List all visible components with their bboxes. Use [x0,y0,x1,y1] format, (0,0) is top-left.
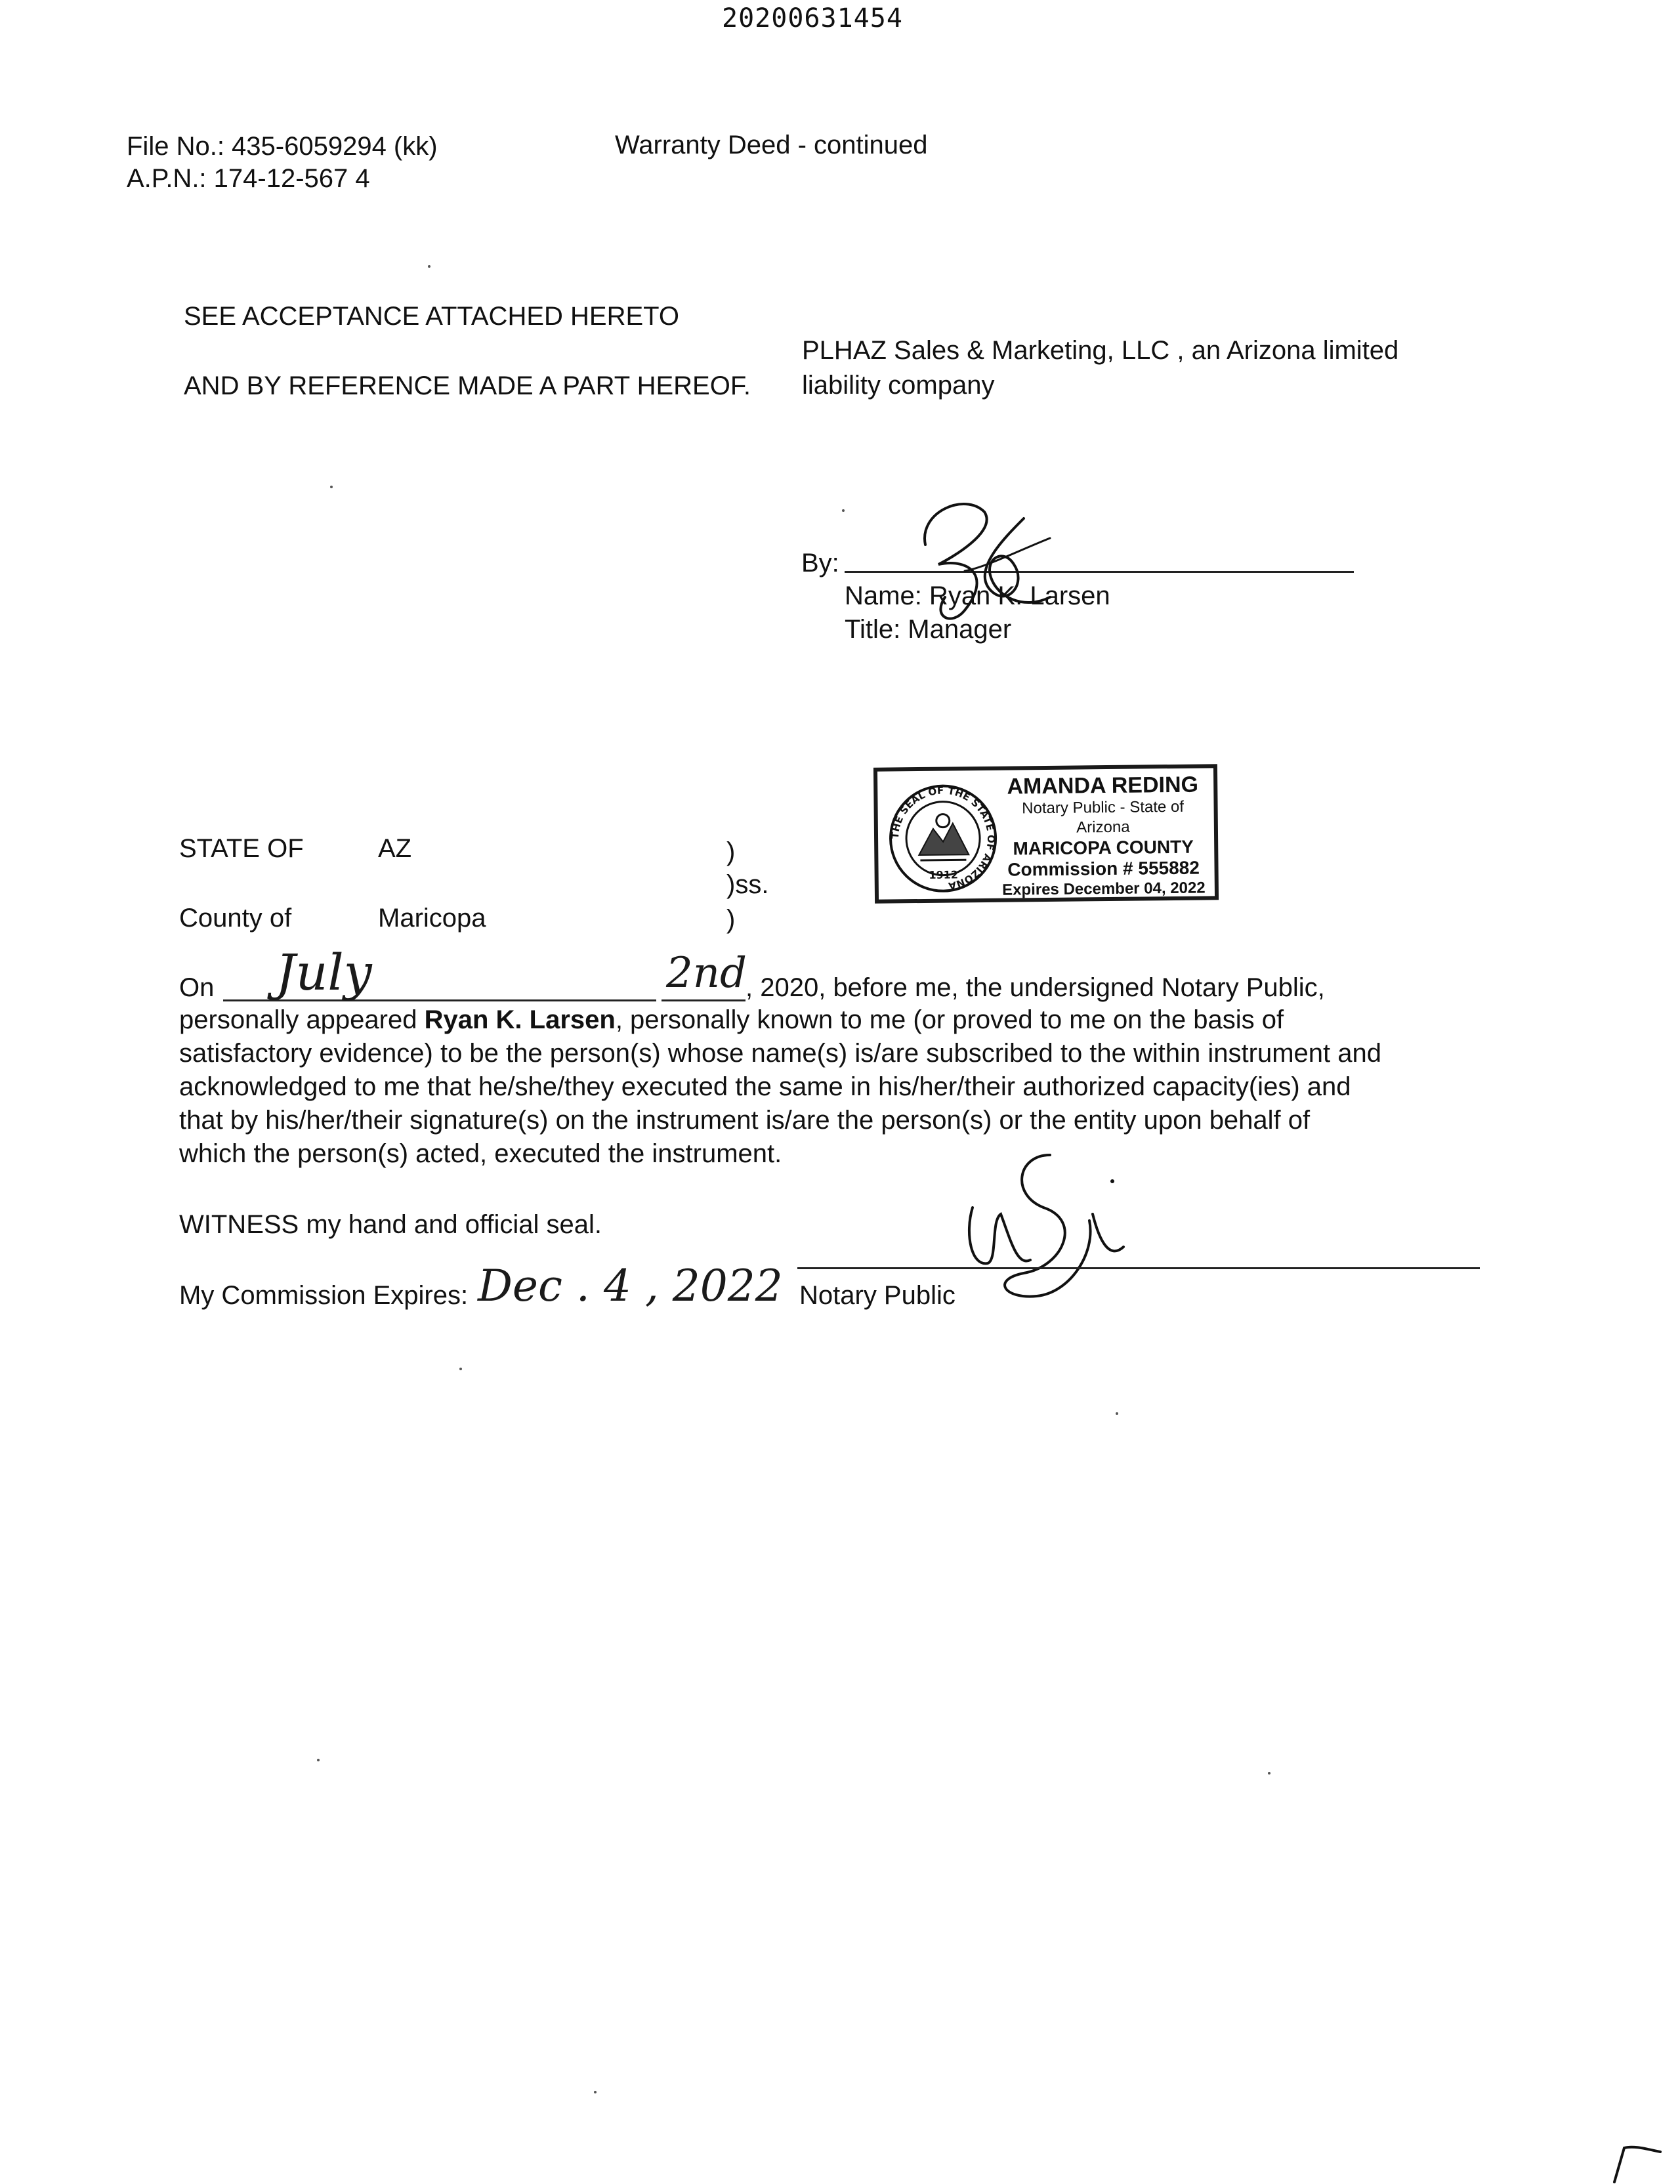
venue-ss: )ss. [726,870,769,899]
scan-speck [428,265,430,268]
signer-title-line: Title: Manager [845,615,1012,644]
acknowledgment-line-1: , 2020, before me, the undersigned Notary Public, [746,973,1325,1002]
state-value: AZ [378,834,412,863]
ack-line-2-prefix: personally appeared [179,1005,425,1034]
acceptance-line-1: SEE ACCEPTANCE ATTACHED HERETO [184,302,679,331]
file-number: File No.: 435-6059294 (kk) [127,132,438,161]
ack-line-6: which the person(s) acted, executed the instrument. [179,1139,782,1168]
notary-signature [952,1142,1142,1306]
notary-stamp-expiry: Expires December 04, 2022 [1001,879,1206,899]
notary-public-label: Notary Public [799,1281,956,1310]
state-seal-icon [887,782,999,895]
ack-line-4: acknowledged to me that he/she/they executed the same in his/her/their authorized capacity(ies) and [179,1072,1351,1101]
ack-line-2-suffix: , personally known to me (or proved to me on the basis of [615,1005,1284,1034]
handwritten-day: 2nd [666,949,747,998]
ack-line-3: satisfactory evidence) to be the person(s) whose name(s) is/are subscribed to the within instrument and [179,1039,1381,1068]
document-title: Warranty Deed - continued [615,131,928,159]
apn-number: A.P.N.: 174-12-567 4 [127,164,370,193]
notary-stamp-name: AMANDA REDING [1007,772,1199,799]
commission-label: My Commission Expires: [179,1281,469,1310]
scan-speck [594,2091,597,2093]
seal-year: 1912 [929,868,959,881]
signer-name-line: Name: Ryan K. Larsen [845,581,1110,610]
county-label: County of [179,904,292,933]
grantor-signature [892,486,1076,637]
notary-stamp-commission: Commission # 555882 [1007,857,1200,880]
scan-speck [459,1368,462,1370]
scan-speck [1116,1412,1118,1415]
notary-stamp-county: MARICOPA COUNTY [1013,836,1194,859]
signer-name-bold: Ryan K. Larsen [424,1005,616,1034]
notary-signature-line [797,1267,1480,1269]
scan-speck [1268,1772,1270,1774]
venue-paren-3: ) [726,905,736,934]
by-label: By: [801,549,839,578]
county-value: Maricopa [378,904,486,933]
notary-stamp-line-1: Notary Public - State of Arizona [1022,797,1185,837]
acceptance-line-2: AND BY REFERENCE MADE A PART HEREOF. [184,371,751,400]
recording-number: 20200631454 [722,3,903,33]
acknowledgment-paragraph [179,1003,1381,1171]
grantor-company-line-1: PLHAZ Sales & Marketing, LLC , an Arizona limited [802,336,1399,365]
grantor-company-line-2: liability company [802,371,995,400]
svg-text:THE SEAL OF THE STATE OF ARIZO: THE SEAL OF THE STATE OF ARIZONA [889,784,998,892]
witness-text: WITNESS my hand and official seal. [179,1210,602,1239]
handwritten-commission-date: Dec . 4 , 2022 [478,1261,783,1311]
on-label: On [179,973,215,1002]
state-label: STATE OF [179,834,304,863]
notary-stamp [873,764,1219,903]
scan-speck [317,1759,320,1761]
corner-scan-mark [1601,2143,1667,2184]
ack-line-5: that by his/her/their signature(s) on the instrument is/are the person(s) or the entity upon behalf of [179,1106,1311,1135]
scan-speck [842,509,845,512]
scan-speck [330,486,333,488]
day-blank-line [662,999,746,1001]
venue-paren-1: ) [726,837,736,866]
handwritten-month: July [276,943,372,1001]
